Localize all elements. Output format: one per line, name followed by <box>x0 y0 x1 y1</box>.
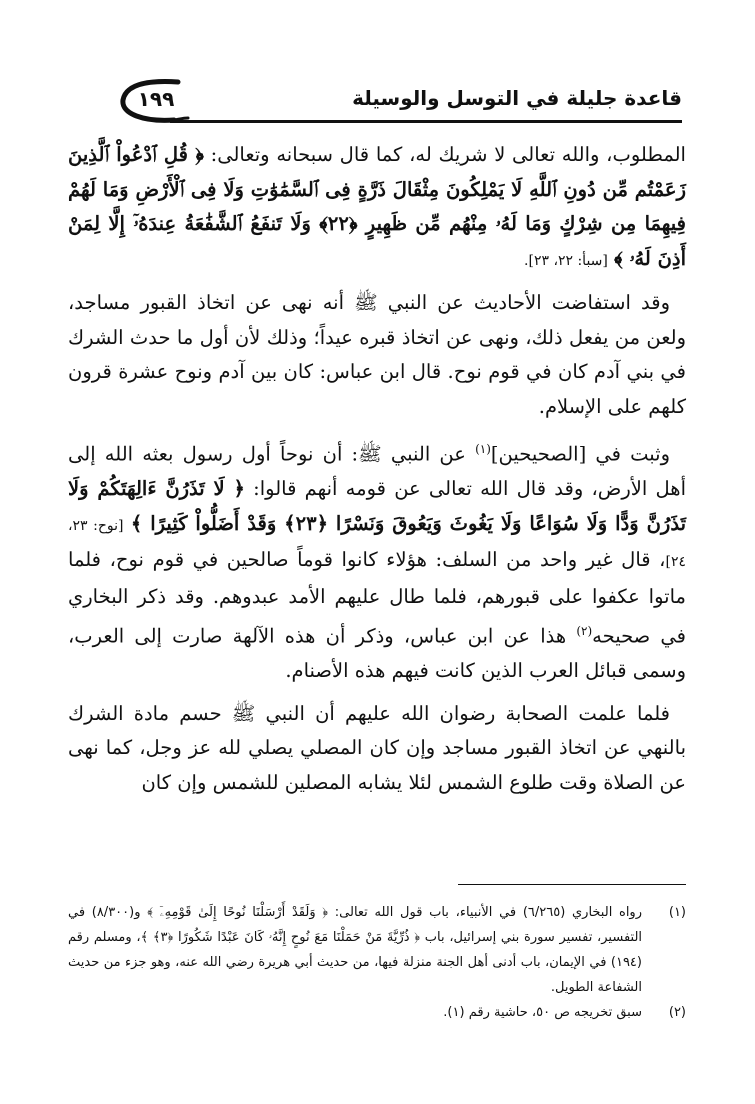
quran-verse: ﴿ لَا تَذَرُنَّ ءَالِهَتَكُمْ وَلَا تَذَرُنَّ وَدًّا وَلَا سُوَاعًا وَلَا يَغُوثَ وَيَعُوقَ وَنَسْرًا ﴿٢٣﴾ وَقَدْ أَضَلُّواْ كَثِيرًا ﴾ <box>68 477 687 535</box>
page-header <box>118 82 682 122</box>
main-text <box>68 138 686 808</box>
header-rule <box>170 120 682 123</box>
footnotes <box>68 900 686 1025</box>
text-run: ، قال غير واحد من السلف: هؤلاء كانوا قوماً صالحين في قوم نوح، فلما ماتوا عكفوا على قبورهم، فلما طال عليهم الأمد عبدوهم. وقد ذكر البخاري في صحيحه <box>68 548 686 648</box>
paragraph: فلما علمت الصحابة رضوان الله عليهم أن النبي ﷺ حسم مادة الشرك بالنهي عن اتخاذ القبور مساجد وإن كان المصلي يصلي لله عز وجل، كما نهى عن الصلاة وقت طلوع الشمس لئلا يشابه المصلين للشمس وإن كان <box>68 701 686 794</box>
paragraph <box>68 138 686 278</box>
quran-verse: ﴿ قُلِ ٱدْعُواْ ٱلَّذِينَ زَعَمْتُم مِّن دُونِ ٱللَّهِ لَا يَمْلِكُونَ مِثْقَالَ ذَرَّةٍ فِى ٱلسَّمَٰوَٰتِ وَلَا فِى ٱلْأَرْضِ وَمَا لَهُمْ فِيهِمَا مِن شِرْكٍ وَمَا لَهُۥ مِنْهُم مِّن ظَهِيرٍ ﴿٢٢﴾ وَلَا تَنفَعُ ٱلشَّفَٰعَةُ عِندَهُۥٓ إِلَّا لِمَنْ أَذِنَ لَهُۥ ﴾ <box>68 143 686 270</box>
footnote-marker: (١) <box>475 442 491 456</box>
footnote-text: سبق تخريجه ص ٥٠، حاشية رقم (١). <box>443 1005 642 1020</box>
paragraph <box>68 432 686 689</box>
footnote <box>68 1000 686 1025</box>
page-number: ١٩٩ <box>137 87 175 111</box>
footnote-number: (١) <box>668 905 686 920</box>
footnote-text: رواه البخاري (٦/٢٦٥) في الأنبياء، باب قول الله تعالى: ﴿ وَلَقَدْ أَرْسَلْنَا نُوحًا إِلَىٰ قَوْمِهِۦٓ ﴾ و(٨/٣٠٠) في التفسير، تفسير سورة بني إسرائيل، باب ﴿ ذُرِّيَّةَ مَنْ حَمَلْنَا مَعَ نُوحٍ إِنَّهُۥ كَانَ عَبْدًا شَكُورًا ﴿٣﴾ ﴾، ومسلم رقم (١٩٤) في الإيمان، باب أدنى أهل الجنة منزلة فيها، من حديث أبي هريرة رضي الله عنه، وهو جزء من حديث الشفاعة الطويل. <box>68 905 643 995</box>
verse-reference: [نوح: ٢٣، ٢٤] <box>68 517 686 570</box>
text-run: عن النبي ﷺ: أن نوحاً أول رسول بعثه الله إلى أهل الأرض، وقد قال الله تعالى عن قومه أنهم قالوا: <box>68 442 686 500</box>
footnote-separator <box>458 884 686 885</box>
paragraph: وقد استفاضت الأحاديث عن النبي ﷺ أنه نهى عن اتخاذ القبور مساجد، ولعن من يفعل ذلك، ونهى عن اتخاذ قبره عيداً؛ وذلك لأن أول ما حدث الشرك في بني آدم كان في قوم نوح. قال ابن عباس: كان بين آدم ونوح عشرة قرون كلهم على الإسلام. <box>68 291 686 418</box>
footnote-marker: (٢) <box>576 624 593 638</box>
text-run: وثبت في [الصحيحين] <box>490 442 670 466</box>
running-title: قاعدة جليلة في التوسل والوسيلة <box>352 86 682 110</box>
footnote <box>68 900 686 1000</box>
page-number-badge <box>118 78 190 122</box>
text-run: هذا عن ابن عباس، وذكر أن هذه الآلهة صارت إلى العرب، وسمى قبائل العرب الذين كانت فيهم هذه الأصنام. <box>68 624 686 682</box>
footnote-number: (٢) <box>668 1005 686 1020</box>
verse-reference: [سبأ: ٢٢، ٢٣]. <box>524 252 608 269</box>
text-run: المطلوب، والله تعالى لا شريك له، كما قال سبحانه وتعالى: <box>203 143 686 166</box>
